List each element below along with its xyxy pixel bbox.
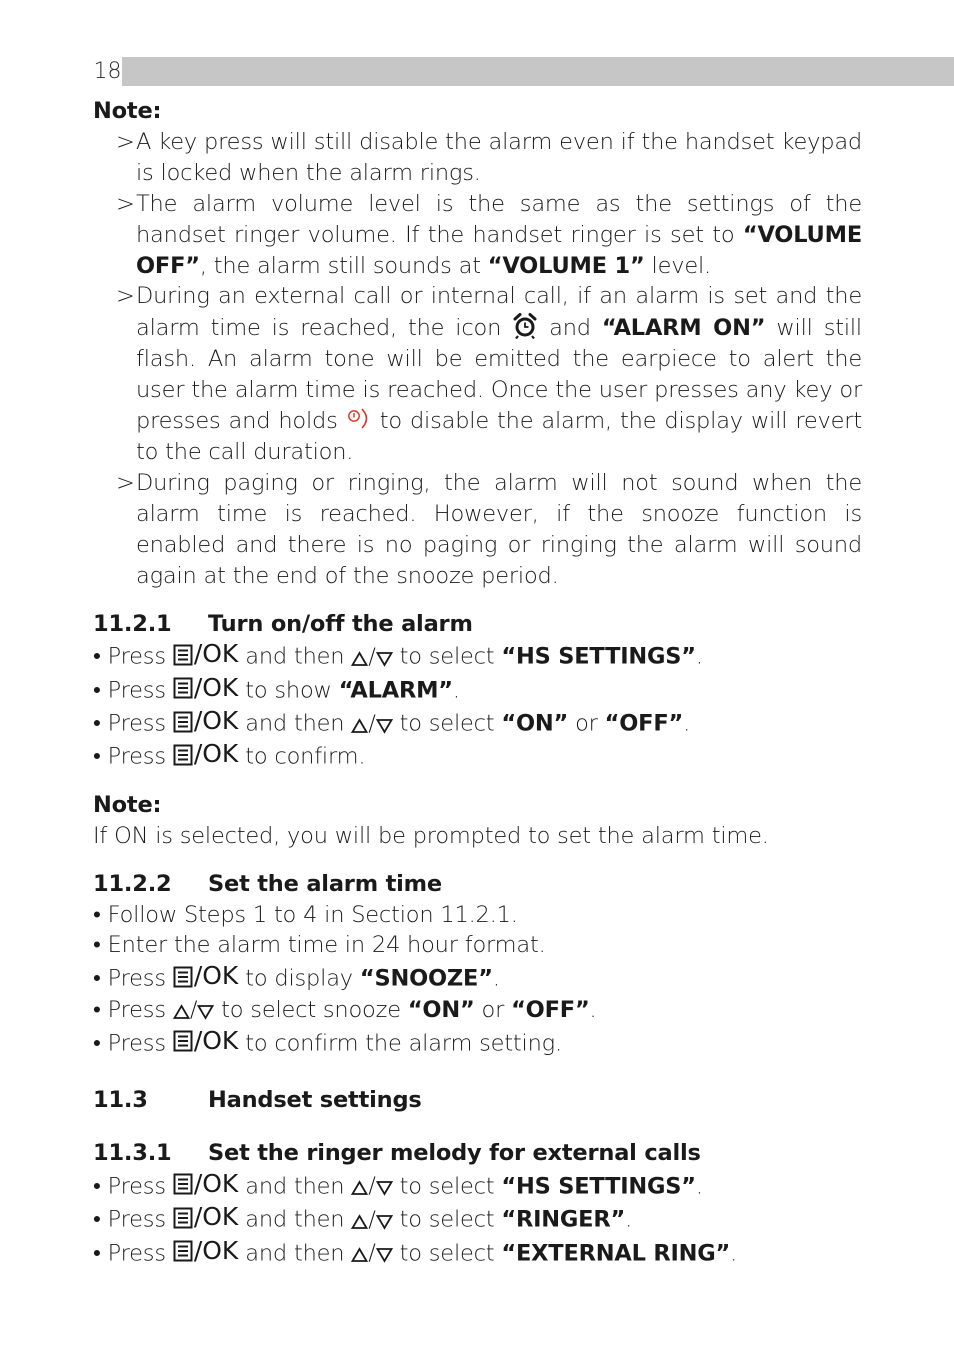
note-marker: > xyxy=(116,128,135,155)
menu-ok-key xyxy=(173,1236,239,1267)
alarm-clock-icon xyxy=(512,312,538,339)
step-text: Press xyxy=(107,677,173,704)
menu-option: “HS SETTINGS” xyxy=(501,643,696,670)
list-item xyxy=(93,1169,862,1202)
step-text: Follow Steps 1 to 4 in Section 11.2.1. xyxy=(107,901,518,928)
setting-value: “ALARM ON” xyxy=(601,315,766,342)
step-text: to select xyxy=(399,710,502,737)
bullet-marker: • xyxy=(93,1239,101,1266)
menu-key-icon xyxy=(173,677,193,699)
list-item xyxy=(93,1026,862,1059)
ok-label: /OK xyxy=(193,672,239,702)
down-arrow-icon xyxy=(376,1247,393,1263)
bullet-marker: • xyxy=(93,965,101,992)
step-text: . xyxy=(625,1206,633,1233)
up-arrow-icon xyxy=(351,1247,368,1263)
section-title: Set the ringer melody for external calls xyxy=(208,1139,701,1166)
menu-key-icon xyxy=(173,1207,193,1229)
list-item xyxy=(93,930,862,961)
list-item xyxy=(93,639,862,672)
setting-value: “VOLUME OFF” xyxy=(136,221,862,279)
bullet-marker: • xyxy=(93,1206,101,1233)
step-text: . xyxy=(683,710,691,737)
power-key-icon xyxy=(346,407,372,431)
up-down-keys xyxy=(351,1173,399,1199)
section-title: Set the alarm time xyxy=(208,870,442,897)
step-text: Press xyxy=(107,710,173,737)
ok-label: /OK xyxy=(193,739,239,769)
page-header-bar xyxy=(93,57,954,86)
step-text: . xyxy=(492,965,500,992)
menu-ok-key xyxy=(173,673,239,704)
menu-option: “RINGER” xyxy=(501,1206,626,1233)
note-text: , the alarm still sounds at xyxy=(199,252,488,279)
note-marker: > xyxy=(116,469,135,496)
manual-content xyxy=(93,96,862,1269)
menu-ok-key xyxy=(173,1169,239,1200)
step-text: Press xyxy=(107,643,173,670)
up-down-separator: / xyxy=(368,710,376,737)
up-down-separator: / xyxy=(368,1173,376,1200)
note-marker: > xyxy=(116,190,135,217)
note-text: During paging or ringing, the alarm will not sound when the alarm time is reached. However, if the snooze function is enabled and there is no paging or ringing the alarm will sound again at the end of the snooze period. xyxy=(136,469,862,589)
down-arrow-icon xyxy=(376,651,393,667)
section-heading xyxy=(93,1138,862,1169)
step-text: Press xyxy=(107,1030,173,1057)
step-text: and then xyxy=(245,1239,352,1266)
list-item xyxy=(93,961,862,994)
ok-label: /OK xyxy=(193,1168,239,1198)
step-text: and then xyxy=(245,643,352,670)
note-label: Note: xyxy=(93,98,162,124)
menu-ok-key xyxy=(173,639,239,670)
step-text: Press xyxy=(107,1206,173,1233)
step-text: or xyxy=(474,996,512,1023)
step-text: to display xyxy=(245,965,360,992)
down-arrow-icon xyxy=(197,1004,214,1020)
section-number: 11.2.2 xyxy=(93,870,172,897)
section-title: Turn on/off the alarm xyxy=(208,610,473,637)
step-text: to select xyxy=(399,1206,502,1233)
list-item xyxy=(93,1202,862,1235)
step-text: to select xyxy=(399,643,502,670)
up-down-separator: / xyxy=(368,1206,376,1233)
menu-option: “OFF” xyxy=(511,996,590,1023)
menu-option: “ALARM” xyxy=(338,677,453,704)
down-arrow-icon xyxy=(376,1180,393,1196)
up-down-keys xyxy=(173,997,221,1023)
up-down-keys xyxy=(351,644,399,670)
step-text: Press xyxy=(107,996,173,1023)
menu-option: “ON” xyxy=(407,996,475,1023)
bullet-marker: • xyxy=(93,1030,101,1057)
step-text: Enter the alarm time in 24 hour format. xyxy=(107,932,546,959)
bullet-marker: • xyxy=(93,677,101,704)
up-down-separator: / xyxy=(368,1239,376,1266)
note-marker: > xyxy=(116,283,135,310)
note-text: A key press will still disable the alarm even if the handset keypad is locked when the alarm rings. xyxy=(136,128,862,186)
step-text: . xyxy=(695,1173,703,1200)
up-arrow-icon xyxy=(173,1004,190,1020)
note-text: If ON is selected, you will be prompted to set the alarm time. xyxy=(93,822,769,849)
step-text: to select xyxy=(399,1239,502,1266)
menu-key-icon xyxy=(173,1030,193,1052)
down-arrow-icon xyxy=(376,1214,393,1230)
setting-value: “VOLUME 1” xyxy=(487,252,645,279)
note-text: and xyxy=(538,315,602,342)
note-text: The alarm volume level is the same as the settings of the handset ringer volume. If the handset ringer is set to xyxy=(136,190,862,248)
list-item xyxy=(93,706,862,739)
step-text: to confirm. xyxy=(245,743,366,770)
step-text: Press xyxy=(107,965,173,992)
list-item xyxy=(93,1236,862,1269)
step-text: . xyxy=(589,996,597,1023)
step-text: to show xyxy=(245,677,339,704)
note-item xyxy=(93,281,862,467)
step-text: and then xyxy=(245,1206,352,1233)
menu-ok-key xyxy=(173,1026,239,1057)
step-text: to select snooze xyxy=(221,996,408,1023)
bullet-marker: • xyxy=(93,743,101,770)
menu-key-icon xyxy=(173,1240,193,1262)
section-number: 11.3.1 xyxy=(93,1139,172,1166)
section-heading xyxy=(93,1085,862,1116)
step-text: and then xyxy=(245,1173,352,1200)
step-text: to confirm the alarm setting. xyxy=(245,1030,562,1057)
page-number: 18 xyxy=(93,59,122,84)
bullet-marker: • xyxy=(93,643,101,670)
step-text: to select xyxy=(399,1173,502,1200)
step-text: . xyxy=(452,677,460,704)
up-down-keys xyxy=(351,711,399,737)
up-down-separator: / xyxy=(368,643,376,670)
up-down-keys xyxy=(351,1207,399,1233)
menu-key-icon xyxy=(173,744,193,766)
step-text: Press xyxy=(107,1239,173,1266)
bullet-marker: • xyxy=(93,996,101,1023)
menu-option: “ON” xyxy=(501,710,569,737)
bullet-marker: • xyxy=(93,901,101,928)
note-item xyxy=(93,468,862,592)
menu-option: “EXTERNAL RING” xyxy=(501,1239,731,1266)
menu-option: “HS SETTINGS” xyxy=(501,1173,696,1200)
list-item xyxy=(93,995,862,1026)
up-arrow-icon xyxy=(351,1180,368,1196)
up-down-keys xyxy=(351,1240,399,1266)
up-down-separator: / xyxy=(189,996,198,1023)
bullet-marker: • xyxy=(93,710,101,737)
list-item xyxy=(93,739,862,772)
step-text: or xyxy=(568,710,605,737)
section-number: 11.3 xyxy=(93,1087,148,1113)
note-text: During an external call or internal call, if an alarm is set and the alarm time is reached, the icon xyxy=(136,283,862,342)
ok-label: /OK xyxy=(193,1202,239,1232)
step-text: Press xyxy=(107,743,173,770)
note-text: will still flash. An alarm tone will be emitted the earpiece to alert the user the alarm time is reached. Once the user presses any key or presses and holds xyxy=(136,315,862,435)
up-arrow-icon xyxy=(351,1214,368,1230)
bullet-marker: • xyxy=(93,932,101,959)
menu-ok-key xyxy=(173,706,239,737)
section-heading xyxy=(93,869,862,900)
note-text: to disable the alarm, the display will revert to the call duration. xyxy=(136,408,862,465)
note-item xyxy=(93,127,862,189)
bullet-marker: • xyxy=(93,1173,101,1200)
note-text: level. xyxy=(644,252,711,279)
list-item xyxy=(93,900,862,931)
menu-ok-key xyxy=(173,1202,239,1233)
ok-label: /OK xyxy=(193,706,239,736)
down-arrow-icon xyxy=(376,718,393,734)
note-item xyxy=(93,189,862,282)
up-arrow-icon xyxy=(351,718,368,734)
menu-option: “SNOOZE” xyxy=(359,965,493,992)
ok-label: /OK xyxy=(193,1235,239,1265)
up-arrow-icon xyxy=(351,651,368,667)
menu-key-icon xyxy=(173,1173,193,1195)
note-label: Note: xyxy=(93,791,162,818)
menu-ok-key xyxy=(173,961,239,992)
step-text: Press xyxy=(107,1173,173,1200)
section-heading xyxy=(93,609,862,640)
menu-key-icon xyxy=(173,711,193,733)
ok-label: /OK xyxy=(193,639,239,669)
ok-label: /OK xyxy=(193,1025,239,1055)
menu-ok-key xyxy=(173,739,239,770)
section-number: 11.2.1 xyxy=(93,610,172,637)
menu-option: “OFF” xyxy=(604,710,684,737)
ok-label: /OK xyxy=(193,961,239,991)
step-text: . xyxy=(730,1239,738,1266)
section-title: Handset settings xyxy=(208,1087,422,1113)
menu-key-icon xyxy=(173,644,193,666)
menu-key-icon xyxy=(173,966,193,988)
step-text: and then xyxy=(245,710,352,737)
list-item xyxy=(93,673,862,706)
step-text: . xyxy=(695,643,703,670)
